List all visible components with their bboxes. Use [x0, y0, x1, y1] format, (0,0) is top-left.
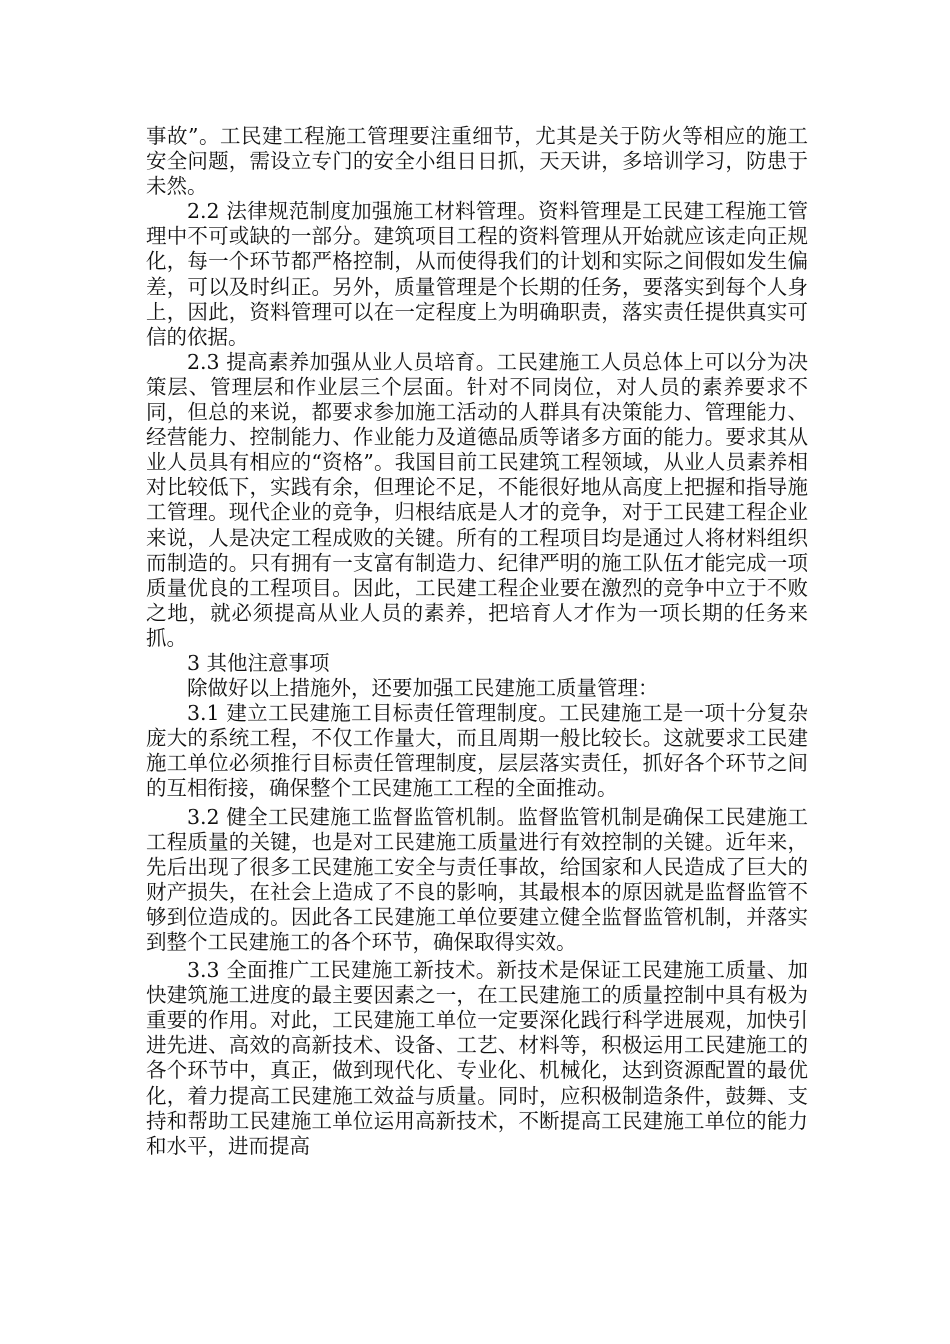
document-page: [146, 124, 808, 1159]
section-heading-3: 3 其他注意事项: [187, 650, 330, 675]
paragraph-3-1: 3.1 建立工民建施工目标责任管理制度。工民建施工是一项十分复杂庞大的系统工程，不仅工作量大，而且周期一般比较长。这就要求工民建施工单位必须推行目标责任管理制度，层层落实责任，抓好各个环节之间的互相衔接，确保整个工民建施工工程的全面推动。: [146, 701, 808, 801]
paragraph-intro-3: 除做好以上措施外，还要加强工民建施工质量管理：: [187, 676, 659, 701]
paragraph-3-3: 3.3 全面推广工民建施工新技术。新技术是保证工民建施工质量、加快建筑施工进度的最主要因素之一，在工民建施工的质量控制中具有极为重要的作用。对此，工民建施工单位一定要深化践行科学进展观，加快引进先进、高效的高新技术、设备、工艺、材料等，积极运用工民建施工的各个环节中，真正，做到现代化、专业化、机械化，达到资源配置的最优化，着力提高工民建施工效益与质量。同时，应积极制造条件，鼓舞、支持和帮助工民建施工单位运用高新技术，不断提高工民建施工单位的能力和水平，进而提高: [146, 958, 808, 1158]
paragraph-3-2: 3.2 健全工民建施工监督监管机制。监督监管机制是确保工民建施工工程质量的关键，也是对工民建施工质量进行有效控制的关键。近年来，先后出现了很多工民建施工安全与责任事故，给国家和人民造成了巨大的财产损失，在社会上造成了不良的影响，其最根本的原因就是监督监管不够到位造成的。因此各工民建施工单位要建立健全监督监管机制，并落实到整个工民建施工的各个环节，确保取得实效。: [146, 804, 808, 954]
paragraph-2-3: 2.3 提高素养加强从业人员培育。工民建施工人员总体上可以分为决策层、管理层和作业层三个层面。针对不同岗位，对人员的素养要求不同，但总的来说，都要求参加施工活动的人群具有决策能力、管理能力、经营能力、控制能力、作业能力及道德品质等诸多方面的能力。要求其从业人员具有相应的“资格”。我国目前工民建筑工程领域，从业人员素养相对比较低下，实践有余，但理论不足，不能很好地从高度上把握和指导施工管理。现代企业的竞争，归根结底是人才的竞争，对于工民建工程企业来说，人是决定工程成败的关键。所有的工程项目均是通过人将材料组织而制造的。只有拥有一支富有制造力、纪律严明的施工队伍才能完成一项质量优良的工程项目。因此，工民建工程企业要在激烈的竞争中立于不败之地，就必须提高从业人员的素养，把培育人才作为一项长期的任务来抓。: [146, 349, 808, 650]
paragraph-2-2: 2.2 法律规范制度加强施工材料管理。资料管理是工民建工程施工管理中不可或缺的一部分。建筑项目工程的资料管理从开始就应该走向正规化，每一个环节都严格控制，从而使得我们的计划和实际之间假如发生偏差，可以及时纠正。另外，质量管理是个长期的任务，要落实到每个人身上，因此，资料管理可以在一定程度上为明确职责，落实责任提供真实可信的依据。: [146, 199, 808, 349]
paragraph-continuation: 事故”。工民建工程施工管理要注重细节，尤其是关于防火等相应的施工安全问题，需设立专门的安全小组日日抓，天天讲，多培训学习，防患于未然。: [146, 124, 808, 199]
